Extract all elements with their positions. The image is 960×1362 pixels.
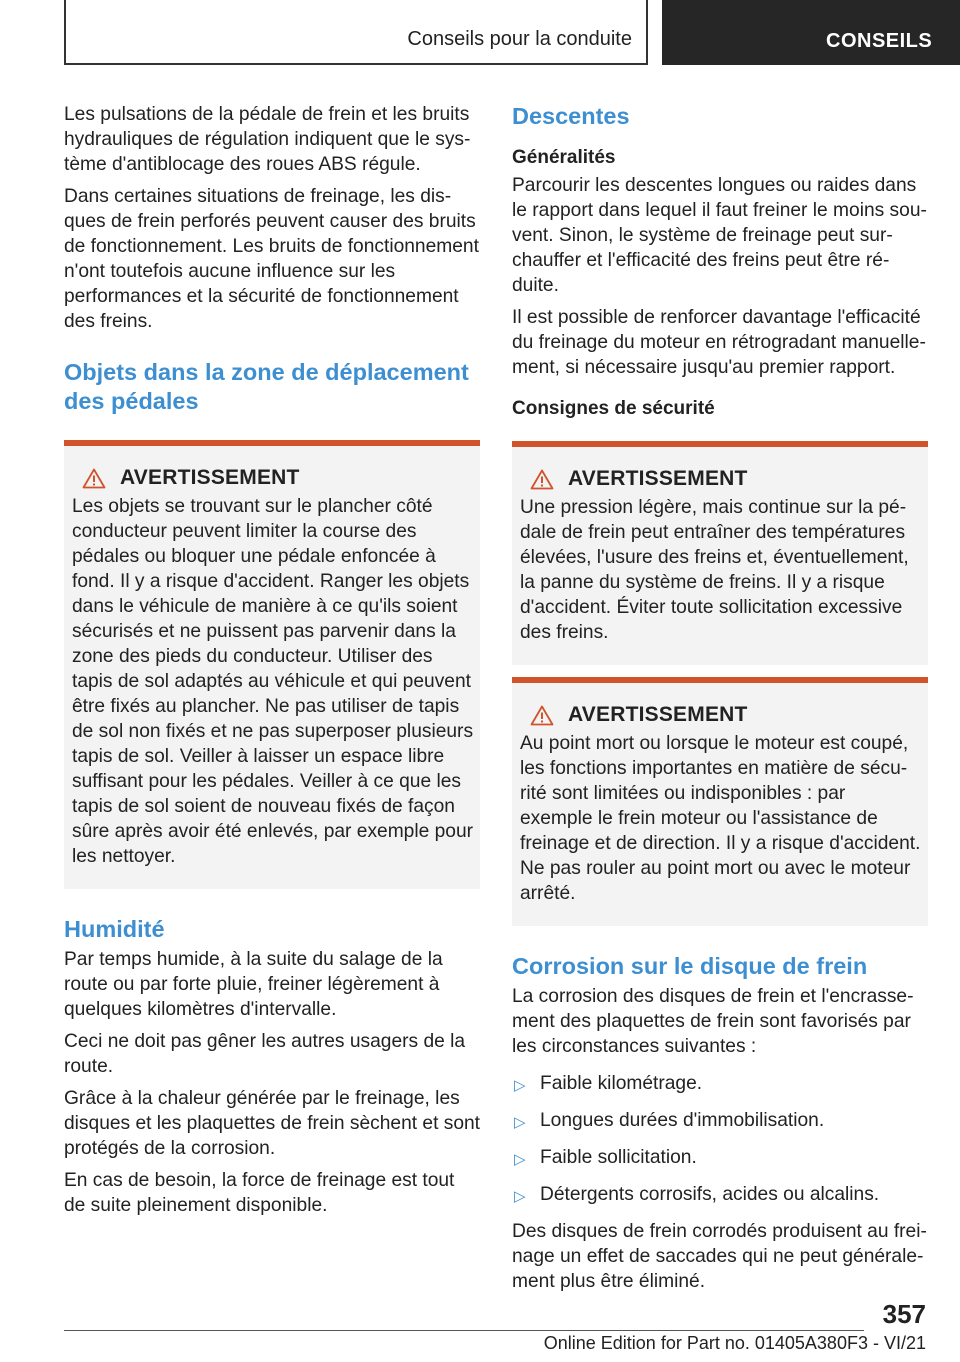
warning-text: Une pression légère, mais continue sur la pédale de frein peut entraîner des températures élevées, l'usure des freins et, éventuellement, la panne du système de freins. Il y a risque d'accident. Éviter toute sollicitation excessive des freins. (520, 497, 909, 643)
footer-edition: Online Edition for Part no. 01405A380F3 - VI/21 (543, 1333, 926, 1353)
paragraph-abs: Les pulsations de la pédale de frein et les bruits hydrauliques de régulation indiquent que le système d'antiblocage des roues ABS régule. (64, 104, 471, 175)
heading-objets: Objets dans la zone de déplacement des pédales (64, 359, 469, 414)
list-item: ▷ Détergents corrosifs, acides ou alcalins. (512, 1182, 928, 1209)
heading-humidite: Humidité (64, 916, 165, 942)
triangle-bullet-icon: ▷ (514, 1077, 526, 1094)
corrosion-causes-list (512, 1071, 928, 1209)
left-column (64, 102, 480, 1225)
page-number: 357 (882, 1299, 926, 1329)
triangle-bullet-icon: ▷ (514, 1151, 526, 1168)
heading-corrosion: Corrosion sur le disque de frein (512, 953, 868, 979)
heading-descentes: Descentes (512, 103, 630, 129)
warning-box-pressure (512, 441, 928, 665)
paragraph-corroded-discs: Des disques de frein corrodés produisent au freinage un effet de saccades qui ne peut généralement plus être éliminé. (512, 1221, 927, 1292)
paragraph-engine-braking: Il est possible de renforcer davantage l'efficacité du freinage du moteur en rétrogradant manuellement, si nécessaire jusqu'au premier rapport. (512, 307, 926, 378)
header-chapter-box (662, 0, 960, 65)
warning-triangle-icon (530, 705, 568, 726)
warning-title: AVERTISSEMENT (568, 703, 748, 726)
list-item: ▷ Longues durées d'immobilisation. (512, 1108, 928, 1135)
paragraph-heat: Grâce à la chaleur générée par le freinage, les disques et les plaquettes de frein sèchent et sont protégés de la corrosion. (64, 1088, 480, 1159)
subheading-consignes: Consignes de sécurité (512, 398, 715, 419)
list-item: ▷ Faible kilométrage. (512, 1071, 928, 1098)
header-chapter-title: CONSEILS (826, 30, 933, 52)
warning-triangle-icon (530, 469, 568, 490)
warning-header (72, 466, 474, 490)
warning-title: AVERTISSEMENT (568, 467, 748, 490)
header-section-box (64, 0, 648, 65)
warning-text: Les objets se trouvant sur le plancher côté conducteur peuvent limiter la course des pédales ou bloquer une pédale enfoncée à fond. Il y a risque d'accident. Ranger les objets dans le véhicule de manière à ce qu'ils soient sécurisés et ne puissent pas parvenir dans la zone des pieds du conducteur. Utiliser des tapis de sol adaptés au véhicule et qui peuvent être fixés au plancher. Ne pas utiliser de tapis de sol non fixés et ne pas superposer plusieurs tapis de sol. Veiller à laisser un espace libre suffisant pour les pédales. Veiller à ce que les tapis de sol soient de nouveau fixés de façon sûre après avoir été enlevés, par exemple pour les nettoyer. (72, 496, 474, 867)
paragraph-wet-weather: Par temps humide, à la suite du salage de la route ou par forte pluie, freiner légèrement à quelques kilomètres d'intervalle. (64, 949, 443, 1020)
paragraph-perforated-discs: Dans certaines situations de freinage, les disques de frein perforés peuvent causer des bruits de fonctionnement. Les bruits de fonctionnement n'ont toutefois aucune influence sur les performances et la sécurité de fonctionnement des freins. (64, 186, 479, 332)
warning-text: Au point mort ou lorsque le moteur est coupé, les fonctions importantes en matière de sécurité sont limitées ou indisponibles : par exemple le frein moteur ou l'assistance de freinage et de direction. Il y a risque d'accident. Ne pas rouler au point mort ou avec le moteur arrêté. (520, 733, 921, 904)
header-section-title: Conseils pour la conduite (407, 28, 632, 50)
paragraph-braking-force: En cas de besoin, la force de freinage est tout de suite pleinement disponible. (64, 1170, 455, 1216)
warning-title: AVERTISSEMENT (120, 466, 300, 489)
warning-header (520, 703, 922, 727)
subheading-generalites: Généralités (512, 147, 616, 168)
warning-triangle-icon (82, 468, 120, 489)
triangle-bullet-icon: ▷ (514, 1188, 526, 1205)
triangle-bullet-icon: ▷ (514, 1114, 526, 1131)
warning-header (520, 467, 922, 491)
paragraph-descents: Parcourir les descentes longues ou raides dans le rapport dans lequel il faut freiner le moins souvent. Sinon, le système de freinage peut surchauffer et l'efficacité des freins peut être réduite. (512, 175, 927, 296)
footer-divider (64, 1330, 864, 1331)
paragraph-corrosion-causes: La corrosion des disques de frein et l'encrassement des plaquettes de frein sont favorisés par les circonstances suivantes : (512, 986, 914, 1057)
paragraph-other-users: Ceci ne doit pas gêner les autres usagers de la route. (64, 1031, 466, 1077)
warning-box-neutral (512, 677, 928, 926)
right-column (512, 102, 928, 1301)
warning-box-objets (64, 440, 480, 889)
list-item: ▷ Faible sollicitation. (512, 1145, 928, 1172)
